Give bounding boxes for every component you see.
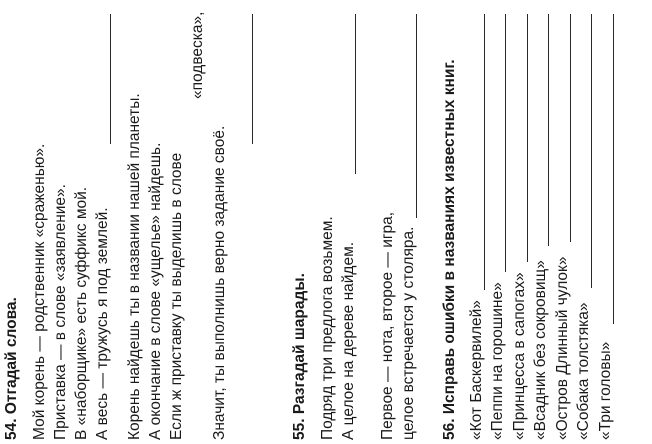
book-title-1: «Кот Баскервилей» <box>468 300 485 440</box>
exercise-55-line-1: Подряд три предлога возьмем. <box>319 216 336 440</box>
answer-line-55a[interactable] <box>355 14 356 174</box>
book-title-4: «Всадник без сокровищ» <box>532 260 549 440</box>
exercise-54-line-6: А окончание в слове «ущелье» найдешь. <box>147 142 164 440</box>
exercise-56-title: 56. Исправь ошибки в названиях известных книг. <box>441 59 458 440</box>
answer-line-54a[interactable] <box>110 14 111 144</box>
exercise-55-line-2: А целое на дереве найдем. <box>340 241 357 440</box>
book-title-6: «Собака толстяка» <box>575 302 592 440</box>
book-title-5: «Остров Длинный чулок» <box>554 256 571 440</box>
answer-line-56-5[interactable] <box>570 14 571 242</box>
answer-line-54b[interactable] <box>252 14 253 144</box>
book-title-2: «Пеппи на горошине» <box>489 282 506 440</box>
book-title-3: «Принцесса в сапогах» <box>511 272 528 440</box>
exercise-55-line-4: целое встречается у столяра. <box>400 226 417 440</box>
exercise-54-line-7: Если ж приставку ты выделишь в слове <box>168 152 185 440</box>
book-title-7: «Три головы» <box>597 341 614 440</box>
exercise-54-title: 54. Отгадай слова. <box>3 297 20 440</box>
answer-line-55b[interactable] <box>416 14 417 218</box>
exercise-54-line-2: Приставка — в слове «заявление». <box>52 184 69 440</box>
answer-line-56-3[interactable] <box>527 14 528 262</box>
exercise-54-line-3: В «наборщике» есть суффикс мой. <box>73 186 90 440</box>
answer-line-56-1[interactable] <box>484 14 485 290</box>
exercise-54-line-9: Значит, ты выполнишь верно задание своё. <box>211 125 228 440</box>
exercise-55-title: 55. Разгадай шарады. <box>291 273 308 440</box>
exercise-54-line-1: Мой корень — родственник «сраженью». <box>31 143 48 440</box>
answer-line-56-2[interactable] <box>505 14 506 272</box>
exercise-55-line-3: Первое — нота, второе — игра, <box>379 211 396 440</box>
answer-line-56-6[interactable] <box>591 14 592 288</box>
exercise-54-line-4: А весь — тружусь я под землей. <box>94 207 111 440</box>
answer-line-56-4[interactable] <box>548 14 549 246</box>
answer-line-56-7[interactable] <box>613 14 614 324</box>
exercise-54-line-8: «подвеска», <box>189 11 206 99</box>
exercise-54-line-5: Корень найдешь ты в названии нашей планеты. <box>126 93 143 440</box>
